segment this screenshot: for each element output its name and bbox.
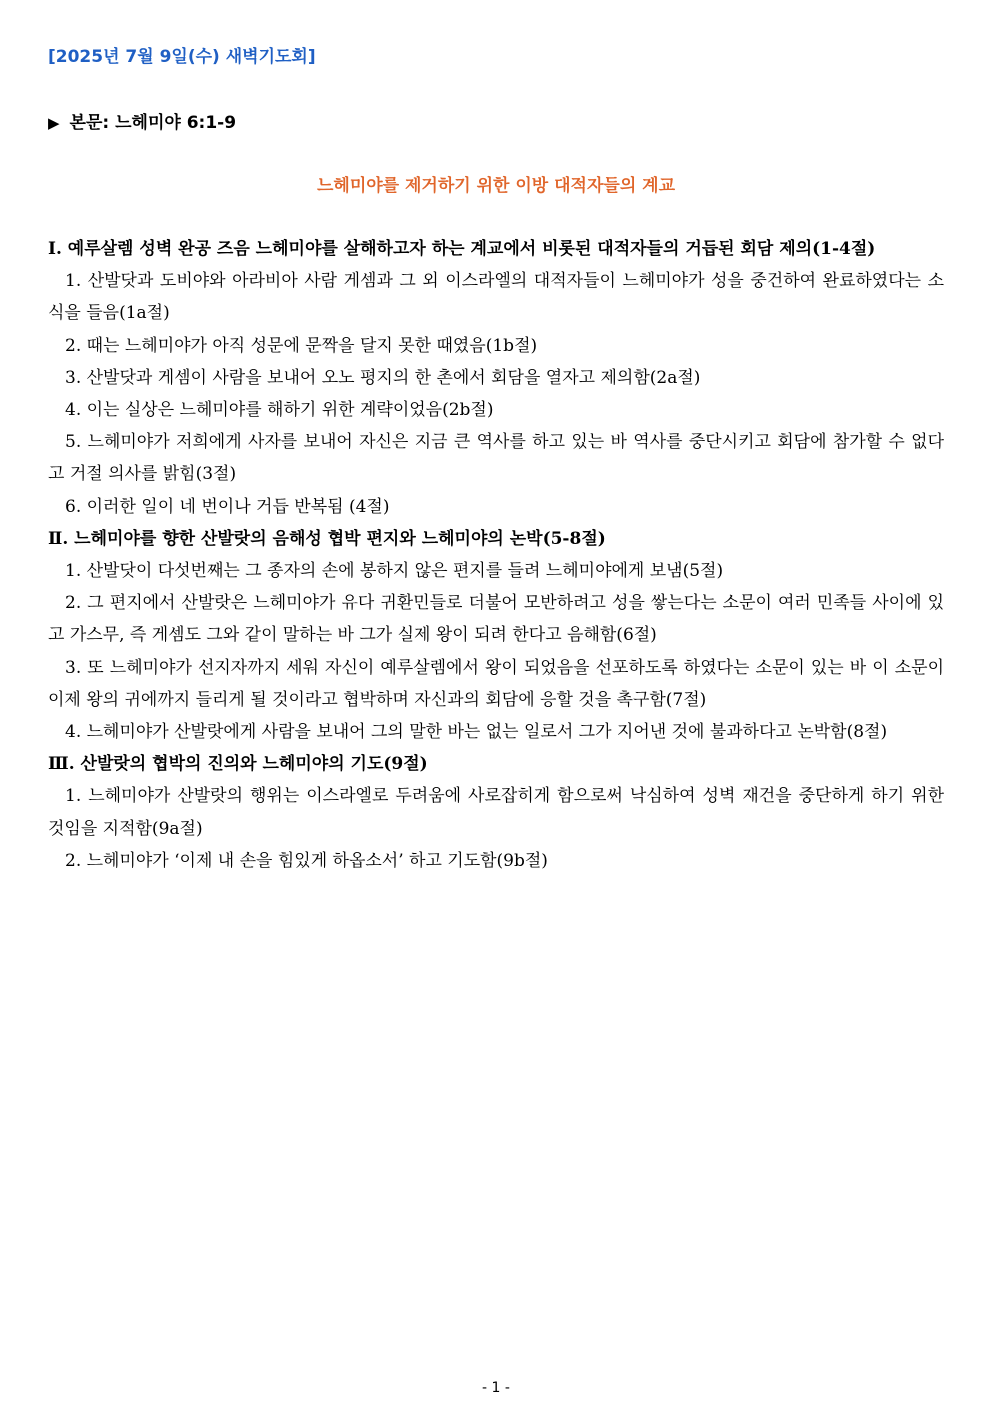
outline-item: 1. 산발닷과 도비야와 아라비아 사람 게셈과 그 외 이스라엘의 대적자들이 느헤미야가 성을 중건하여 완료하였다는 소식을 들음(1a절) (48, 271, 944, 324)
service-date-header: [2025년 7월 9일(수) 새벽기도회] (48, 47, 316, 67)
section-heading-2: Ⅱ. 느헤미야를 향한 산발랏의 음해성 협박 편지와 느헤미야의 논박(5-8절) (48, 528, 606, 549)
outline-item: 1. 산발닷이 다섯번째는 그 종자의 손에 봉하지 않은 편지를 들려 느헤미야에게 보냄(5절) (65, 561, 724, 582)
outline-item: 4. 이는 실상은 느헤미야를 해하기 위한 계략이었음(2b절) (65, 400, 494, 421)
triangle-marker-icon: ▶ (48, 114, 60, 132)
section-heading-3: Ⅲ. 산발랏의 협박의 진의와 느헤미야의 기도(9절) (48, 754, 428, 775)
outline-item: 1. 느헤미야가 산발랏의 행위는 이스라엘로 두려움에 사로잡히게 함으로써 낙심하여 성벽 재건을 중단하게 하기 위한 것임을 지적함(9a절) (48, 786, 944, 839)
outline-item: 2. 그 편지에서 산발랏은 느헤미야가 유다 귀환민들로 더불어 모반하려고 성을 쌓는다는 소문이 여러 민족들 사이에 있고 가스무, 즉 게셈도 그와 같이 말하는 바 그가 실제 왕이 되려 한다고 음해함(6절) (48, 593, 944, 646)
page-number: - 1 - (482, 1380, 510, 1396)
outline-item: 2. 때는 느헤미야가 아직 성문에 문짝을 달지 못한 때였음(1b절) (65, 335, 538, 356)
passage-text: 본문: 느헤미야 6:1-9 (69, 113, 237, 133)
outline-item: 3. 또 느헤미야가 선지자까지 세워 자신이 예루살렘에서 왕이 되었음을 선포하도록 하였다는 소문이 있는 바 이 소문이 이제 왕의 귀에까지 들리게 될 것이라고 협박하며 자신과의 회담에 응할 것을 촉구함(7절) (48, 657, 944, 710)
outline-item: 6. 이러한 일이 네 번이나 거듭 반복됨 (4절) (65, 496, 390, 517)
outline-item: 4. 느헤미야가 산발랏에게 사람을 보내어 그의 말한 바는 없는 일로서 그가 지어낸 것에 불과하다고 논박함(8절) (65, 722, 888, 743)
sermon-outline (48, 233, 944, 877)
outline-item: 5. 느헤미야가 저희에게 사자를 보내어 자신은 지금 큰 역사를 하고 있는 바 역사를 중단시키고 회담에 참가할 수 없다고 거절 의사를 밝힘(3절) (48, 432, 944, 485)
outline-item: 3. 산발닷과 게셈이 사람을 보내어 오노 평지의 한 촌에서 회담을 열자고 제의함(2a절) (65, 367, 701, 388)
sermon-title: 느헤미야를 제거하기 위한 이방 대적자들의 계교 (316, 176, 676, 196)
outline-item: 2. 느헤미야가 ‘이제 내 손을 힘있게 하옵소서’ 하고 기도함(9b절) (65, 850, 548, 871)
section-heading-1: Ⅰ. 예루살렘 성벽 완공 즈음 느헤미야를 살해하고자 하는 계교에서 비롯된 대적자들의 거듭된 회담 제의(1-4절) (48, 239, 876, 259)
scripture-passage (48, 108, 236, 133)
